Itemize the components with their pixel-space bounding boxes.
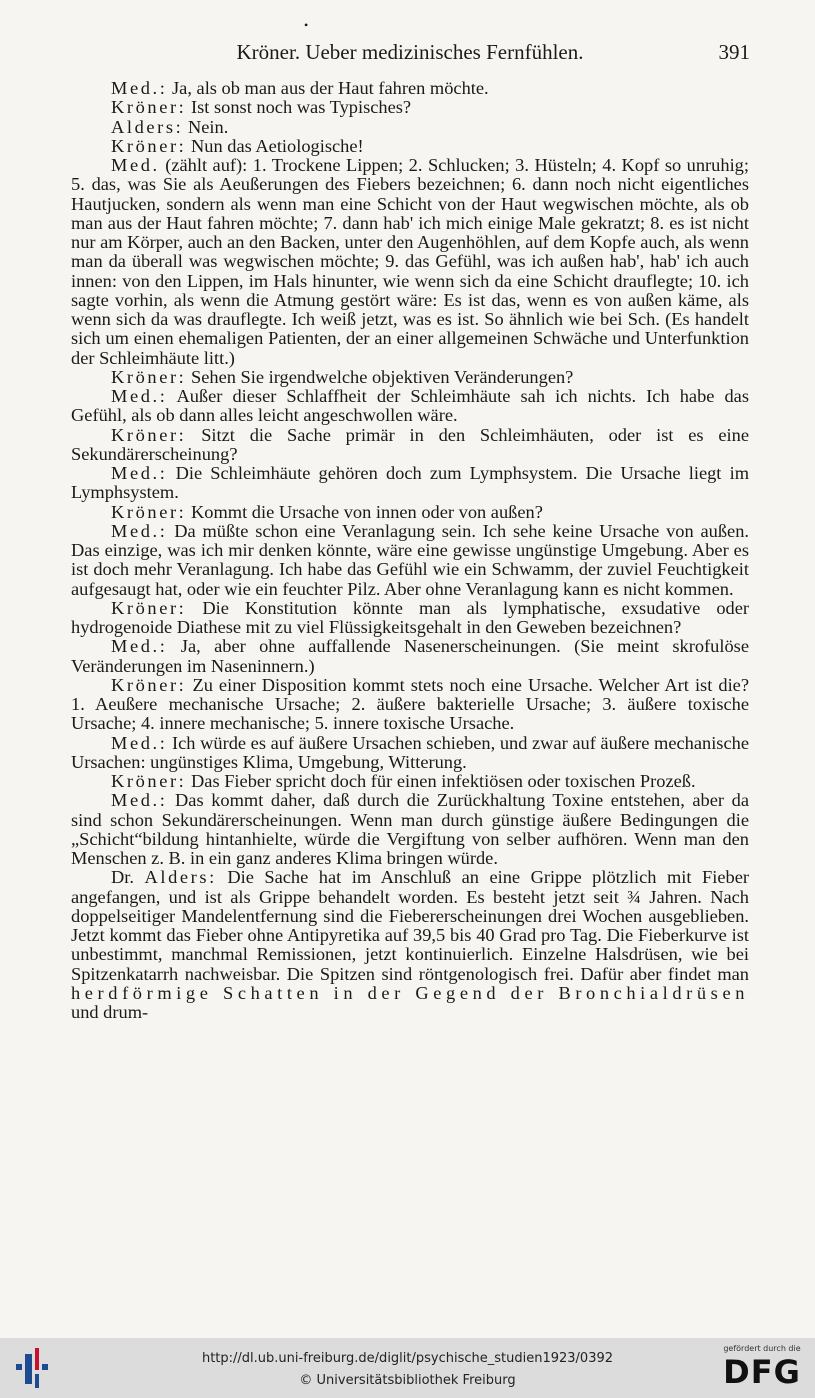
paragraph (71, 503, 749, 522)
speaker: Med.: (111, 732, 168, 753)
speaker: Med. (111, 155, 160, 175)
speaker: Kröner: (111, 674, 187, 695)
title-prefix: Dr. (111, 867, 145, 888)
page-number: 391 (718, 40, 750, 64)
speaker: Alders: (144, 867, 217, 888)
paragraph-text: Das kommt daher, daß durch die Zurückhaltung Toxine entstehen, aber da sind schon Sekundärerscheinungen. Wenn man durch günstige äußere Bedingungen die „Schicht“bildung hintanhielte, würde die Vergiftung von selber aufhören. Wenn man den Menschen z. B. in ein ganz anderes Klima bringen würde. (71, 790, 749, 868)
paragraph (71, 156, 749, 368)
paragraph-text: Das Fieber spricht doch für einen infektiösen oder toxischen Prozeß. (186, 771, 696, 791)
speaker: Med.: (111, 463, 168, 483)
speaker: Med.: (111, 520, 168, 541)
page-header (70, 18, 750, 70)
paragraph-text: Die Sache hat im Anschluß an eine Grippe plötzlich mit Fieber angefangen, und ist als Grippe behandelt worden. Es besteht jetzt seit ¾ Jahren. Nach doppelseitiger Mandelentfernung sind die Fiebererscheinungen drei Wochen ausgeblieben. Jetzt kommt das Fieber ohne Antipyretika auf 39,5 bis 40 Grad pro Tag. Die Fieberkurve ist unbestimmt, manchmal Remissionen, jetzt kontinuierlich. Einzelne Halsdrüsen, wie bei Spitzenkatarrh nachweisbar. Die Spitzen sind röntgenologisch frei. Dafür aber findet man (71, 867, 749, 984)
speaker: Kröner: (111, 97, 187, 118)
paragraph-text: Ja, aber ohne auffallende Nasenerscheinungen. (Sie meint skrofulöse Veränderungen im Naseninnern.) (71, 636, 749, 676)
paragraph-text: (zählt auf): 1. Trockene Lippen; 2. Schlucken; 3. Hüsteln; 4. Kopf so unruhig; 5. das, was Sie als Aeußerungen des Fiebers bezeichnen; 6. dann noch nicht eigentliches Hautjucken, sondern als wenn man eine Schicht von der Haut wegwischen möchte, als ob man aus der Haut fahren möchte; 7. dann hab' ich mich einige Male gekratzt; 8. es ist nicht nur am Körper, auch an den Backen, unter den Augenhöhlen, auf dem Kopfe auch, als wenn man da überall was wegwischen möchte; 9. das Gefühl, was ich außen hab', hab' ich auch innen: von den Lippen, im Hals hinunter, wie wenn sich da eine Schicht drauflegte; 10. ich sagte vorhin, als wenn die Atmung gestört wäre: Es ist das, wenn es von außen käme, als wenn sich da was drauflegte. Ich weiß jetzt, was es ist. So ähnlich wie bei Sch. (Es handelt sich um einen ehemaligen Patienten, der an einer allgemeinen Schwäche und Unterfunktion der Schleimhäute litt.) (71, 155, 749, 368)
paragraph (71, 464, 749, 503)
paragraph-text: Kommt die Ursache von innen oder von außen? (186, 501, 543, 522)
paragraph (71, 791, 749, 868)
paragraph-text: Sehen Sie irgendwelche objektiven Veränderungen? (186, 366, 574, 387)
speaker: Alders: (111, 116, 184, 137)
dfg-logo-text: DFG (723, 1353, 801, 1391)
paragraph-text: Nein. (183, 116, 229, 137)
speaker: Kröner: (111, 424, 187, 445)
speaker: Med.: (111, 636, 168, 657)
print-mark: • (304, 18, 309, 32)
paragraph (71, 599, 749, 638)
copyright-notice: © Universitätsbibliothek Freiburg (299, 1373, 516, 1388)
paragraph-text: Ich würde es auf äußere Ursachen schieben, und zwar auf äußere mechanische Ursachen: ungünstiges Klima, Umgebung, Witterung. (71, 732, 749, 772)
running-title: Kröner. Ueber medizinisches Fernfühlen. (236, 40, 584, 64)
paragraph (71, 368, 749, 387)
speaker: Med.: (111, 386, 168, 406)
paragraph-tail: und drum- (71, 1002, 149, 1022)
paragraph (71, 79, 749, 98)
paragraph (71, 522, 749, 599)
source-url-link[interactable]: http://dl.ub.uni-freiburg.de/diglit/psychische_studien1923/0392 (201, 1351, 614, 1366)
dfg-logo (718, 1344, 806, 1390)
footer-bar (0, 1338, 815, 1398)
sponsor-note: gefördert durch die (723, 1344, 801, 1353)
paragraph-text: Ja, als ob man aus der Haut fahren möchte. (167, 78, 489, 98)
paragraph (71, 868, 749, 1022)
paragraph (71, 118, 749, 137)
paragraph-text: Ist sonst noch was Typisches? (186, 97, 412, 118)
body-text (71, 79, 749, 1022)
paragraph (71, 387, 749, 426)
paragraph (71, 426, 749, 465)
speaker: Med.: (111, 790, 168, 811)
paragraph-text: Die Konstitution könnte man als lymphatische, exsudative oder hydrogenoide Diathese mit zu viel Flüssigkeitsgehalt in den Geweben bezeichnen? (71, 597, 749, 637)
speaker: Med.: (111, 78, 168, 98)
speaker: Kröner: (111, 771, 187, 791)
paragraph (71, 734, 749, 773)
paragraph-text: Da müßte schon eine Veranlagung sein. Ich sehe keine Ursache von außen. Das einzige, was ich mir denken könnte, wäre eine gewisse ungünstige Umgebung. Aber es ist doch mehr Veranlagung. Ich habe das Gefühl wie ein Schwamm, der zuviel Feuchtigkeit aufgesaugt hat, oder wie ein feuchter Pilz. Aber ohne Veranlagung kann es nicht kommen. (71, 520, 749, 599)
paragraph-text: Nun das Aetiologische! (186, 135, 364, 156)
paragraph-text: Die Schleimhäute gehören doch zum Lymphsystem. Die Ursache liegt im Lymphsystem. (71, 463, 749, 503)
paragraph-text: Sitzt die Sache primär in den Schleimhäuten, oder ist es eine Sekundärerscheinung? (71, 424, 749, 464)
speaker: Kröner: (111, 597, 187, 618)
paragraph-text: Zu einer Disposition kommt stets noch eine Ursache. Welcher Art ist die? 1. Aeußere mechanische Ursache; 2. äußere bakterielle Ursache; 3. äußere toxische Ursache; 4. innere mechanische; 5. innere toxische Ursache. (71, 674, 749, 734)
paragraph (71, 137, 749, 156)
speaker: Kröner: (111, 501, 187, 522)
spaced-emphasis: herdförmige Schatten in der Gegend der Bronchialdrüsen (71, 982, 749, 1003)
paragraph (71, 772, 749, 791)
paragraph-text: Außer dieser Schlaffheit der Schleimhäute sah ich nichts. Ich habe das Gefühl, als ob dann alles leicht angeschwollen wäre. (71, 386, 749, 426)
speaker: Kröner: (111, 366, 187, 387)
speaker: Kröner: (111, 135, 187, 156)
paragraph (71, 676, 749, 734)
paragraph (71, 637, 749, 676)
paragraph (71, 98, 749, 117)
